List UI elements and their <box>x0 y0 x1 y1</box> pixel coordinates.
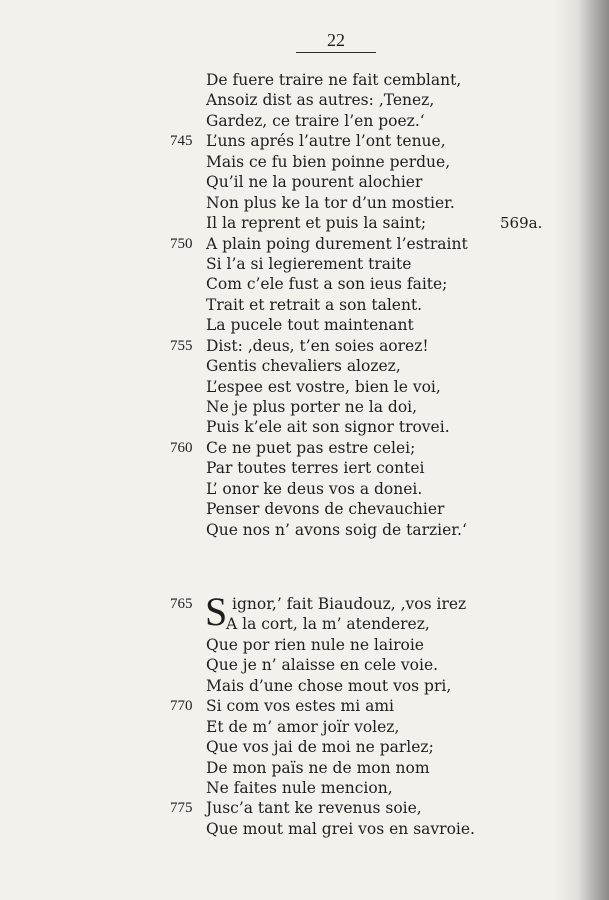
verse-line <box>0 213 609 233</box>
line-number: 760 <box>170 439 193 456</box>
verse-text: Trait et retrait a son talent. <box>206 295 423 314</box>
verse-line <box>0 131 609 151</box>
verse-line <box>0 152 609 172</box>
verse-text: Si l’a si legierement traite <box>206 254 412 273</box>
verse-text: Ce ne puet pas estre celei; <box>206 438 416 457</box>
verse-line <box>0 520 609 540</box>
verse-line <box>0 417 609 437</box>
verse-text: Il la reprent et puis la saint; <box>206 214 427 233</box>
verse-text: Que nos n’ avons soig de tarzier.‘ <box>206 520 467 539</box>
verse-text: Penser devons de chevauchier <box>206 500 445 519</box>
verse-line <box>0 717 609 737</box>
verse-line <box>0 614 609 634</box>
verse-text: Que por rien nule ne lairoie <box>206 635 424 654</box>
verse-line <box>0 737 609 757</box>
verse-text: Que mout mal grei vos en savroie. <box>206 819 475 838</box>
line-number: 750 <box>170 235 193 252</box>
verse-line <box>0 111 609 131</box>
line-number: 765 <box>170 596 193 612</box>
verse-line <box>0 336 609 356</box>
line-number: 755 <box>170 337 193 354</box>
verse-line <box>0 274 609 294</box>
verse-line <box>0 315 609 335</box>
verse-text: A la cort, la m’ atenderez, <box>226 615 430 634</box>
verse-text: Qu’il ne la pourent alochier <box>206 173 423 192</box>
page-number-text: 22 <box>327 30 345 50</box>
verse-text: La pucele tout maintenant <box>206 316 414 335</box>
verse-text: Puis k’ele ait son signor trovei. <box>206 418 450 437</box>
drop-cap: S <box>205 589 228 634</box>
verse-text: Non plus ke la tor d’un mostier. <box>206 193 455 212</box>
verse-line <box>0 70 609 90</box>
verse-line <box>0 676 609 696</box>
verse-text: Mais d’une chose mout vos pri, <box>206 676 452 695</box>
verse-line <box>0 819 609 839</box>
verse-text: De mon païs ne de mon nom <box>206 758 430 777</box>
margin-note: 569a. <box>500 214 543 233</box>
verse-text: Ne faites nule mencion, <box>206 778 393 797</box>
verse-text: De fuere traire ne fait cemblant, <box>206 71 462 89</box>
verse-line <box>0 234 609 254</box>
verse-text: L’ onor ke deus vos a donei. <box>206 479 423 498</box>
verse-line <box>0 397 609 417</box>
verse-line <box>0 438 609 458</box>
line-number: 745 <box>170 133 193 150</box>
verse-text: Que je n’ alaisse en cele voie. <box>206 656 439 675</box>
line-number: 775 <box>170 800 193 817</box>
verse-line <box>0 295 609 315</box>
verse-text: Ne je plus porter ne la doi, <box>206 398 418 416</box>
verse-line <box>0 499 609 519</box>
verse-text: Ansoiz dist as autres: ‚Tenez, <box>206 91 435 110</box>
verse-text: A plain poing durement l’estraint <box>206 234 468 253</box>
verse-line <box>0 458 609 478</box>
page-number <box>296 30 376 51</box>
verse-line <box>0 172 609 192</box>
verse-text: L’espee est vostre, bien le voi, <box>206 377 441 396</box>
verse-text: Et de m’ amor joïr volez, <box>206 717 400 736</box>
verse-line <box>0 356 609 376</box>
verse-text: Dist: ‚deus, t’en soies aorez! <box>206 336 429 355</box>
verse-text: Com c’ele fust a son ieus faite; <box>206 275 448 294</box>
verse-line <box>0 696 609 716</box>
verse-line <box>0 758 609 778</box>
verse-text: ignor,’ fait Biaudouz, ‚vos irez <box>232 595 467 613</box>
verse-line <box>0 254 609 274</box>
verse-text: Jusc’a tant ke revenus soie, <box>206 799 422 818</box>
verse-line <box>0 90 609 110</box>
verse-text: Si com vos estes mi ami <box>206 697 394 716</box>
line-number: 770 <box>170 698 193 715</box>
verse-block-1 <box>0 70 609 540</box>
verse-line <box>0 778 609 798</box>
verse-block-2 <box>0 589 609 839</box>
verse-text: Que vos jai de moi ne parlez; <box>206 738 434 757</box>
verse-line <box>0 479 609 499</box>
verse-line <box>0 635 609 655</box>
verse-line <box>0 377 609 397</box>
verse-line <box>0 655 609 675</box>
verse-text: Mais ce fu bien poinne perdue, <box>206 152 451 171</box>
verse-line <box>0 193 609 213</box>
header-rule <box>296 52 376 53</box>
verse-line <box>0 798 609 818</box>
verse-text: Par toutes terres iert contei <box>206 459 425 478</box>
verse-text: Gentis chevaliers alozez, <box>206 357 401 376</box>
verse-text: Gardez, ce traire l’en poez.‘ <box>206 111 425 130</box>
verse-text: L’uns aprés l’autre l’ont tenue, <box>206 132 446 151</box>
